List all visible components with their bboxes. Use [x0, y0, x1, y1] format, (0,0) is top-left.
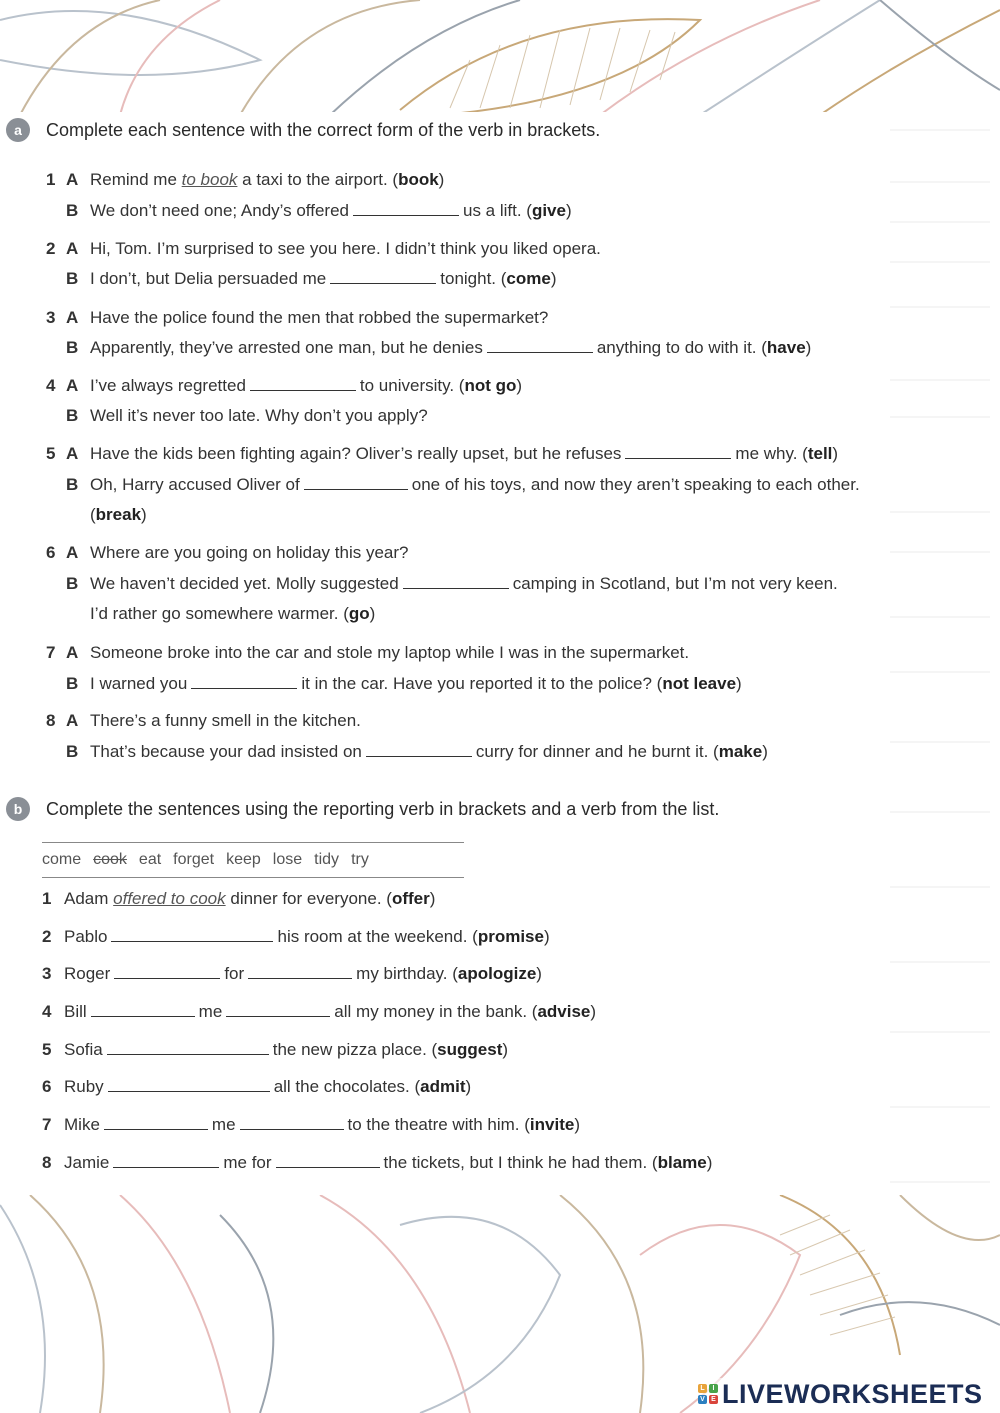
answer-blank[interactable]: [330, 269, 436, 284]
answer-blank[interactable]: [113, 1153, 219, 1168]
word-list-item-used: cook: [93, 851, 127, 868]
b-item-1: Adam offered to cook dinner for everyone. (offer): [64, 889, 436, 908]
item-7-b: I warned you it in the car. Have you reported it to the police? (not leave): [90, 674, 742, 693]
speaker-a: A: [66, 643, 79, 662]
exercise-a-header: [6, 118, 600, 142]
speaker-a: A: [66, 239, 79, 258]
item-8-b: That’s because your dad insisted on curry for dinner and he burnt it. (make): [90, 742, 768, 761]
item-number: 6: [46, 543, 56, 562]
word-list-item: lose: [272, 851, 303, 868]
speaker-b: B: [66, 475, 79, 494]
answer-blank[interactable]: [353, 201, 459, 216]
item-1-a: Remind me to book a taxi to the airport. (book): [90, 170, 445, 189]
word-list-item: keep: [226, 851, 261, 868]
item-number: 1: [46, 170, 56, 189]
item-5-b-cont: (break): [90, 505, 147, 524]
exercise-b-badge: b: [6, 797, 30, 821]
answer-blank[interactable]: [366, 742, 472, 757]
speaker-a: A: [66, 376, 79, 395]
item-6-a: Where are you going on holiday this year?: [90, 543, 409, 562]
item-number: 3: [46, 308, 56, 327]
answer-blank[interactable]: [107, 1040, 269, 1055]
item-5-a: Have the kids been fighting again? Oliver’s really upset, but he refuses me why. (tell): [90, 444, 839, 463]
b-item-8: Jamie me for the tickets, but I think he had them. (blame): [64, 1153, 713, 1172]
item-number: 2: [46, 239, 56, 258]
answer-blank[interactable]: [108, 1077, 270, 1092]
answer-blank[interactable]: [276, 1153, 380, 1168]
answer-blank[interactable]: [104, 1115, 208, 1130]
exercise-b-instruction: Complete the sentences using the reporting verb in brackets and a verb from the list.: [46, 798, 720, 819]
b-item-2: Pablo his room at the weekend. (promise): [64, 927, 550, 946]
item-3-a: Have the police found the men that robbed the supermarket?: [90, 308, 549, 327]
answer-blank[interactable]: [91, 1002, 195, 1017]
b-item-5: Sofia the new pizza place. (suggest): [64, 1040, 509, 1059]
item-number: 4: [46, 376, 56, 395]
word-list-item: tidy: [314, 851, 340, 868]
speaker-a: A: [66, 444, 79, 463]
speaker-a: A: [66, 543, 79, 562]
item-6-b-cont: I’d rather go somewhere warmer. (go): [90, 604, 376, 623]
example-answer: to book: [181, 170, 238, 189]
b-item-7: Mike me to the theatre with him. (invite): [64, 1115, 580, 1134]
word-list-item: try: [351, 851, 369, 868]
b-item-6: Ruby all the chocolates. (admit): [64, 1077, 472, 1096]
speaker-b: B: [66, 674, 79, 693]
answer-blank[interactable]: [403, 574, 509, 589]
item-2-b: I don’t, but Delia persuaded me tonight. (come): [90, 269, 557, 288]
logo-text: LIVEWORKSHEETS: [722, 1378, 983, 1409]
answer-blank[interactable]: [304, 475, 408, 490]
item-number: 5: [46, 444, 56, 463]
item-4-a: I’ve always regretted to university. (not go): [90, 376, 523, 395]
item-4-b: Well it’s never too late. Why don’t you apply?: [90, 406, 428, 425]
speaker-b: B: [66, 269, 79, 288]
item-7-a: Someone broke into the car and stole my laptop while I was in the supermarket.: [90, 643, 690, 662]
speaker-a: A: [66, 711, 79, 730]
item-number: 1: [42, 889, 52, 908]
item-2-a: Hi, Tom. I’m surprised to see you here. I didn’t think you liked opera.: [90, 239, 601, 258]
item-number: 4: [42, 1002, 52, 1021]
item-number: 5: [42, 1040, 52, 1059]
answer-blank[interactable]: [625, 444, 731, 459]
item-number: 3: [42, 964, 52, 983]
answer-blank[interactable]: [111, 927, 273, 942]
exercise-a-badge: a: [6, 118, 30, 142]
answer-blank[interactable]: [191, 674, 297, 689]
item-number: 7: [42, 1115, 52, 1134]
exercise-a-instruction: Complete each sentence with the correct form of the verb in brackets.: [46, 119, 601, 140]
word-list-item: eat: [138, 851, 162, 868]
speaker-b: B: [66, 338, 79, 357]
answer-blank[interactable]: [487, 338, 593, 353]
item-5-b: Oh, Harry accused Oliver of one of his toys, and now they aren’t speaking to each other.: [90, 475, 860, 494]
item-8-a: There’s a funny smell in the kitchen.: [90, 711, 361, 730]
item-6-b: We haven’t decided yet. Molly suggested camping in Scotland, but I’m not very keen.: [90, 574, 838, 593]
speaker-b: B: [66, 406, 79, 425]
answer-blank[interactable]: [250, 376, 356, 391]
b-item-4: Bill me all my money in the bank. (advise): [64, 1002, 597, 1021]
example-answer: offered to cook: [113, 889, 226, 908]
liveworksheets-logo: [698, 1378, 983, 1410]
decorative-leaves-top: [0, 0, 1000, 115]
logo-mark-icon: L I V E: [698, 1384, 718, 1404]
item-number: 8: [42, 1153, 52, 1172]
speaker-b: B: [66, 201, 79, 220]
answer-blank[interactable]: [114, 964, 220, 979]
item-number: 6: [42, 1077, 52, 1096]
speaker-b: B: [66, 574, 79, 593]
item-number: 2: [42, 927, 52, 946]
word-list-item: come: [42, 851, 82, 868]
answer-blank[interactable]: [226, 1002, 330, 1017]
speaker-a: A: [66, 308, 79, 327]
word-list: [42, 842, 464, 878]
item-number: 7: [46, 643, 56, 662]
item-3-b: Apparently, they’ve arrested one man, but he denies anything to do with it. (have): [90, 338, 812, 357]
answer-blank[interactable]: [248, 964, 352, 979]
word-list-item: forget: [173, 851, 215, 868]
speaker-b: B: [66, 742, 79, 761]
speaker-a: A: [66, 170, 79, 189]
item-number: 8: [46, 711, 56, 730]
item-1-b: We don’t need one; Andy’s offered us a lift. (give): [90, 201, 572, 220]
b-item-3: Roger for my birthday. (apologize): [64, 964, 542, 983]
bleed-through-shadow: [880, 112, 1000, 1197]
worksheet-page: [0, 112, 1000, 1197]
answer-blank[interactable]: [240, 1115, 344, 1130]
exercise-b-header: [6, 797, 719, 821]
